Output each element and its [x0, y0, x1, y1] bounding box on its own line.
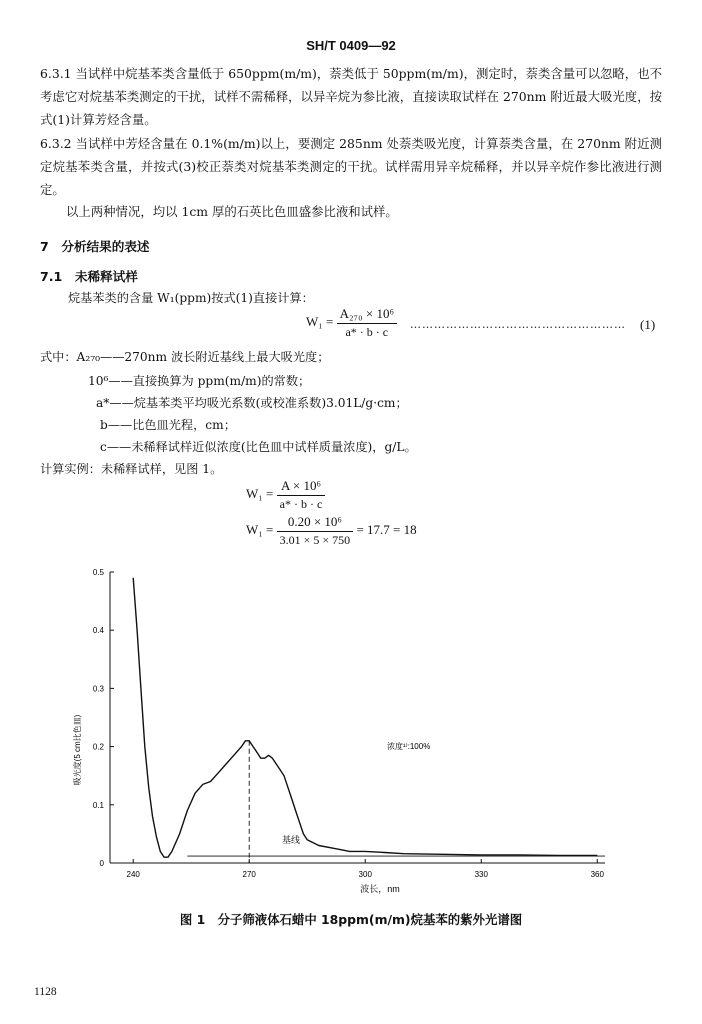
x-tick-label: 330: [474, 870, 488, 879]
x-tick-label: 360: [590, 870, 604, 879]
section-text: 当试样中芳烃含量在 0.1%(m/m)以上，要测定 285nm 处萘类吸光度，计算萘类含量，在 270nm 附近测定烷基苯类含量，并按式(3)校正萘类对烷基苯类测定的干扰。试样需用异辛烷稀释，并以异辛烷作参比液进行测定。: [40, 136, 662, 197]
formula-number: (1): [640, 317, 656, 332]
definition-row: [88, 372, 310, 389]
section-7-1-heading: 7.1 未稀释试样: [40, 269, 138, 284]
formula-leader-dots: ………………………………………………: [410, 318, 626, 331]
definition-symbol: 式中：A₂₇₀: [40, 350, 101, 364]
chart-marks: [133, 578, 605, 863]
section-number: 6.3.1: [40, 66, 72, 81]
definition-text: ——270nm 波长附近基线上最大吸光度；: [100, 350, 330, 364]
formula-fraction: [277, 478, 326, 512]
formula-fraction: [337, 306, 397, 340]
x-tick-label: 240: [126, 870, 140, 879]
definition-symbol: b: [100, 418, 108, 432]
x-tick-label: 300: [358, 870, 372, 879]
formula-numerator: 0.20 × 10⁶: [277, 514, 354, 532]
definition-text: ——比色皿光程，cm；: [107, 418, 236, 432]
concentration-annotation: 浓度¹⁾:100%: [387, 742, 431, 751]
formula-numerator: A₂₇₀ × 10⁶: [337, 306, 397, 324]
section-text: 当试样中烷基苯类含量低于 650ppm(m/m)，萘类低于 50ppm(m/m)，测定时，萘类含量可以忽略，也不考虑它对烷基苯类测定的干扰，试样不需稀释，以异辛烷为参比液，直接读取试样在 270nm 附近最大吸光度，按式(1)计算芳烃含量。: [40, 66, 662, 127]
formula-denominator: 3.01 × 5 × 750: [279, 533, 351, 547]
section-6-3-2: [40, 132, 662, 201]
y-axis-label: 吸光度(5 cm比色皿): [73, 714, 82, 786]
definition-symbol: 10⁶: [88, 374, 109, 388]
formula-denominator: a* · b · c: [279, 497, 323, 511]
formula-3: [246, 514, 417, 548]
y-tick-label: 0.5: [92, 568, 104, 577]
note-paragraph: 以上两种情况，均以 1cm 厚的石英比色皿盛参比液和试样。: [66, 204, 398, 219]
y-tick-label: 0.3: [92, 684, 104, 694]
definition-row: [100, 438, 417, 455]
definition-text: ——未稀释试样近似浓度(比色皿中试样质量浓度)，g/L。: [106, 440, 417, 454]
formula-denominator: a* · b · c: [345, 325, 389, 339]
definition-text: ——烷基苯类平均吸光系数(或校准系数)3.01L/g·cm；: [109, 396, 408, 410]
formula-1: [306, 306, 397, 340]
y-tick-label: 0.2: [92, 742, 104, 752]
definition-symbol: c: [100, 440, 107, 454]
formula-2: [246, 478, 325, 512]
formula-fraction: [277, 514, 354, 548]
x-tick-label: 270: [242, 870, 256, 879]
section-7-1-intro: 烷基苯类的含量 W₁(ppm)按式(1)直接计算：: [68, 291, 314, 305]
definition-text: ——直接换算为 ppm(m/m)的常数；: [108, 374, 311, 388]
definition-row: [40, 348, 329, 365]
figure-caption: 图 1 分子筛液体石蜡中 18ppm(m/m)烷基苯的紫外光谱图: [179, 912, 523, 927]
formula-result: = 17.7 = 18: [356, 521, 417, 537]
x-axis-label: 波长，nm: [360, 884, 400, 894]
definition-row: [96, 394, 408, 411]
y-tick-label: 0.1: [92, 800, 104, 810]
page-header: SH/T 0409—92: [306, 38, 396, 53]
example-title: 计算实例：未稀释试样，见图 1。: [40, 462, 223, 476]
section-number: 6.3.2: [40, 136, 72, 151]
uv-spectrum-chart: [60, 560, 620, 900]
formula-lhs: W₁ =: [306, 313, 334, 329]
formula-lhs: W₁ =: [246, 485, 274, 501]
spectrum-line: [133, 578, 597, 857]
section-7-heading: 7 分析结果的表述: [40, 239, 150, 254]
formula-lhs: W₁ =: [246, 521, 274, 537]
definition-row: [100, 416, 236, 433]
definition-symbol: a*: [96, 396, 110, 410]
page-number: 1128: [34, 986, 57, 998]
formula-numerator: A × 10⁶: [277, 478, 326, 496]
baseline-label: 基线: [282, 835, 301, 845]
section-6-3-1: [40, 62, 662, 131]
y-tick-label: 0.4: [92, 626, 104, 636]
y-tick-label: 0: [99, 859, 104, 868]
chart-axes: [93, 568, 605, 879]
